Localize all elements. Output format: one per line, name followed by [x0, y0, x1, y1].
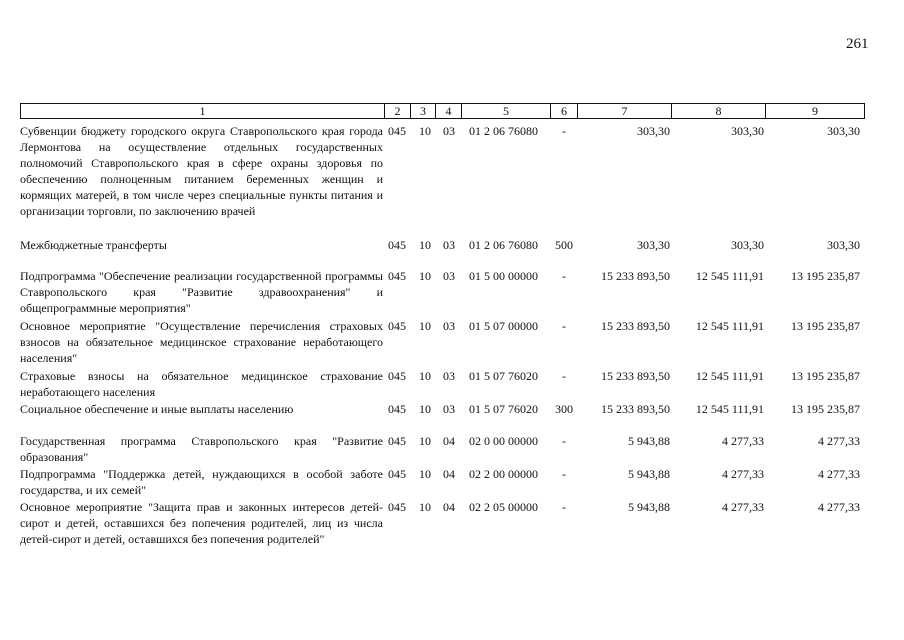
page-number: 261 — [846, 36, 869, 52]
amount-year-3: 4 277,33 — [818, 434, 860, 448]
row-description: Основное мероприятие "Защита прав и законных интересов детей-сирот и детей, оставшихся без попечения родителей, лиц из числа детей-сирот и детей, оставшихся без попечения родителей" — [20, 500, 383, 547]
amount-year-1: 15 233 893,50 — [601, 269, 670, 283]
header-col-4: 4 — [435, 103, 462, 119]
subsection-code: 04 — [443, 434, 455, 448]
amount-year-1: 303,30 — [637, 124, 670, 138]
amount-year-1: 15 233 893,50 — [601, 369, 670, 383]
amount-year-2: 4 277,33 — [722, 434, 764, 448]
section-code: 10 — [419, 500, 431, 514]
section-code: 10 — [419, 434, 431, 448]
row-description: Субвенции бюджету городского округа Ставропольского края города Лермонтова на осуществление отдельных государственных полномочий Ставропольского края в сфере охраны здоровья по обеспечению полноценным питанием беременных женщин и кормящих матерей, в том числе через специальные пункты питания и организации торговли, по заключению врачей — [20, 124, 383, 219]
subsection-code: 03 — [443, 269, 455, 283]
section-code: 10 — [419, 269, 431, 283]
header-col-2: 2 — [384, 103, 411, 119]
header-col-8: 8 — [671, 103, 766, 119]
header-col-6: 6 — [550, 103, 578, 119]
target-article-code: 01 5 07 76020 — [469, 369, 538, 383]
row-description: Основное мероприятие "Осуществление перечисления страховых взносов на обязательное медицинское страхование неработающего населения" — [20, 319, 383, 366]
amount-year-2: 12 545 111,91 — [695, 269, 764, 283]
expense-type-code: - — [562, 269, 566, 283]
amount-year-2: 303,30 — [731, 238, 764, 252]
row-description: Подпрограмма "Обеспечение реализации государственной программы Ставропольского края "Развитие здравоохранения" и общепрограммные мероприятия" — [20, 269, 383, 316]
expense-type-code: 500 — [555, 238, 573, 252]
subsection-code: 04 — [443, 467, 455, 481]
expense-type-code: - — [562, 319, 566, 333]
amount-year-1: 15 233 893,50 — [601, 402, 670, 416]
subsection-code: 03 — [443, 238, 455, 252]
amount-year-3: 13 195 235,87 — [791, 402, 860, 416]
amount-year-1: 303,30 — [637, 238, 670, 252]
row-description: Страховые взносы на обязательное медицинское страхование неработающего населения — [20, 369, 383, 400]
target-article-code: 01 2 06 76080 — [469, 238, 538, 252]
amount-year-3: 303,30 — [827, 238, 860, 252]
amount-year-3: 4 277,33 — [818, 500, 860, 514]
expense-type-code: - — [562, 124, 566, 138]
section-code: 10 — [419, 369, 431, 383]
row-description: Государственная программа Ставропольского края "Развитие образования" — [20, 434, 383, 465]
amount-year-3: 4 277,33 — [818, 467, 860, 481]
amount-year-1: 5 943,88 — [628, 467, 670, 481]
target-article-code: 01 5 07 76020 — [469, 402, 538, 416]
amount-year-2: 4 277,33 — [722, 467, 764, 481]
section-code: 10 — [419, 319, 431, 333]
subsection-code: 04 — [443, 500, 455, 514]
amount-year-3: 13 195 235,87 — [791, 269, 860, 283]
ministry-code: 045 — [388, 467, 406, 481]
target-article-code: 02 2 00 00000 — [469, 467, 538, 481]
row-description: Подпрограмма "Поддержка детей, нуждающихся в особой заботе государства, и их семей" — [20, 467, 383, 498]
amount-year-1: 15 233 893,50 — [601, 319, 670, 333]
ministry-code: 045 — [388, 319, 406, 333]
header-col-7: 7 — [577, 103, 672, 119]
expense-type-code: - — [562, 434, 566, 448]
target-article-code: 01 5 07 00000 — [469, 319, 538, 333]
expense-type-code: - — [562, 467, 566, 481]
subsection-code: 03 — [443, 319, 455, 333]
subsection-code: 03 — [443, 124, 455, 138]
header-col-9: 9 — [765, 103, 865, 119]
target-article-code: 02 0 00 00000 — [469, 434, 538, 448]
amount-year-3: 303,30 — [827, 124, 860, 138]
target-article-code: 01 5 00 00000 — [469, 269, 538, 283]
amount-year-2: 4 277,33 — [722, 500, 764, 514]
target-article-code: 02 2 05 00000 — [469, 500, 538, 514]
header-col-3: 3 — [410, 103, 436, 119]
expense-type-code: - — [562, 369, 566, 383]
target-article-code: 01 2 06 76080 — [469, 124, 538, 138]
ministry-code: 045 — [388, 124, 406, 138]
amount-year-2: 12 545 111,91 — [695, 369, 764, 383]
header-col-1: 1 — [20, 103, 385, 119]
section-code: 10 — [419, 402, 431, 416]
ministry-code: 045 — [388, 269, 406, 283]
section-code: 10 — [419, 467, 431, 481]
amount-year-1: 5 943,88 — [628, 500, 670, 514]
ministry-code: 045 — [388, 500, 406, 514]
subsection-code: 03 — [443, 402, 455, 416]
amount-year-3: 13 195 235,87 — [791, 369, 860, 383]
amount-year-3: 13 195 235,87 — [791, 319, 860, 333]
amount-year-2: 303,30 — [731, 124, 764, 138]
ministry-code: 045 — [388, 369, 406, 383]
amount-year-2: 12 545 111,91 — [695, 402, 764, 416]
expense-type-code: - — [562, 500, 566, 514]
expense-type-code: 300 — [555, 402, 573, 416]
row-description: Межбюджетные трансферты — [20, 238, 167, 252]
ministry-code: 045 — [388, 238, 406, 252]
amount-year-1: 5 943,88 — [628, 434, 670, 448]
ministry-code: 045 — [388, 434, 406, 448]
header-col-5: 5 — [461, 103, 551, 119]
amount-year-2: 12 545 111,91 — [695, 319, 764, 333]
ministry-code: 045 — [388, 402, 406, 416]
subsection-code: 03 — [443, 369, 455, 383]
section-code: 10 — [419, 124, 431, 138]
section-code: 10 — [419, 238, 431, 252]
row-description: Социальное обеспечение и иные выплаты населению — [20, 402, 294, 416]
